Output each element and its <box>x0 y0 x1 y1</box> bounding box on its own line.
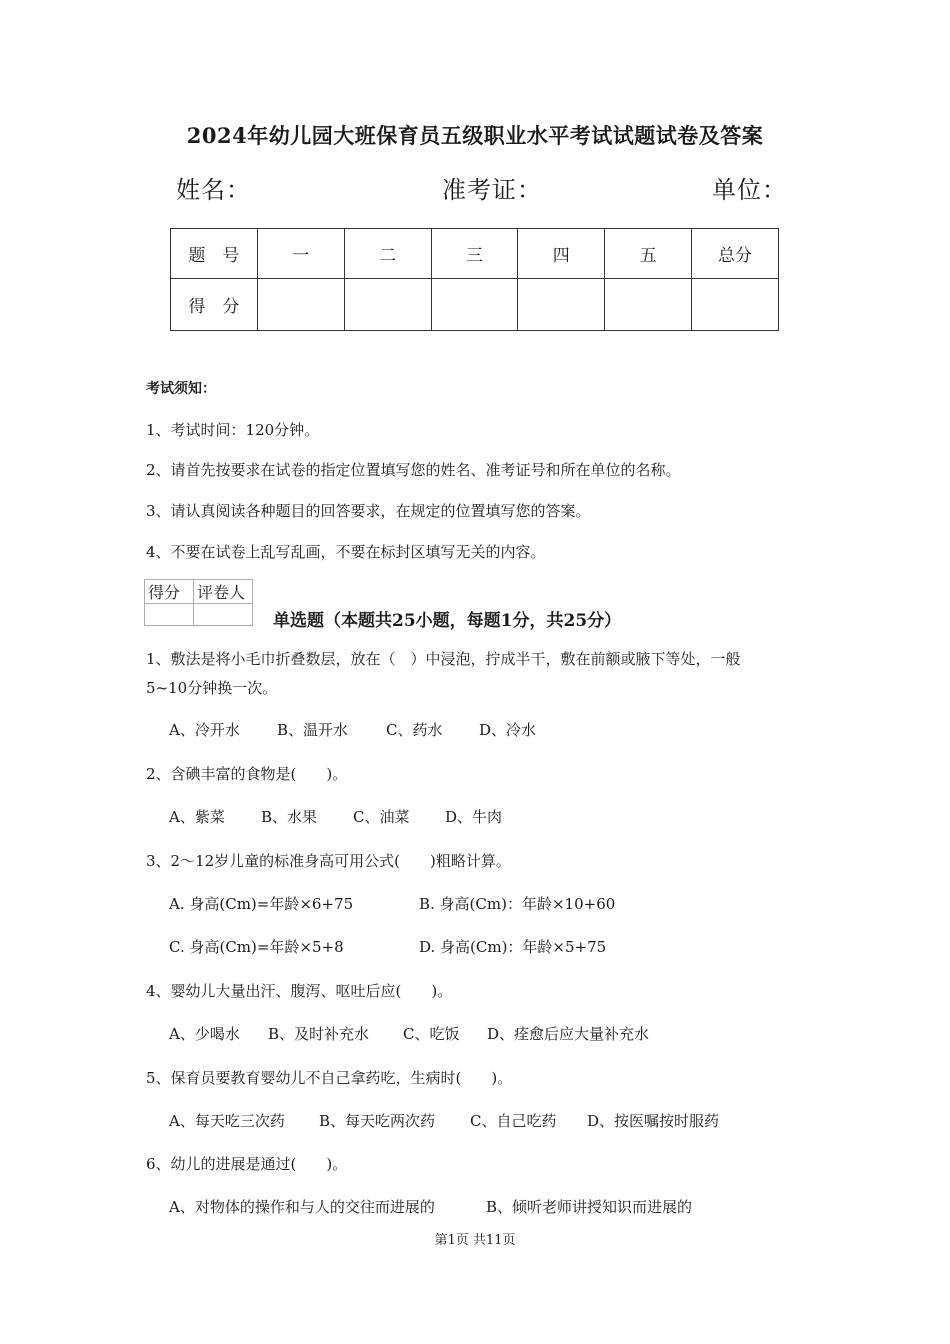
question-3-option: B. 身高(Cm)：年龄×10+60 <box>419 895 616 913</box>
notice-heading: 考试须知： <box>146 381 216 397</box>
grader-score-label: 得分 <box>145 580 194 604</box>
score-table-header-cell: 五 <box>605 229 692 279</box>
page-footer: 第1页 共11页 <box>434 1233 516 1248</box>
question-3-option: D. 身高(Cm)：年龄×5+75 <box>419 938 607 956</box>
score-table-header-cell: 四 <box>518 229 605 279</box>
score-table-header-cell: 总分 <box>692 229 779 279</box>
question-3-option: C. 身高(Cm)=年龄×5+8 <box>169 938 344 956</box>
score-cell <box>692 279 779 331</box>
score-table <box>170 228 779 331</box>
score-table-header-cell: 三 <box>431 229 518 279</box>
question-5-option: D、按医嘱按时服药 <box>587 1112 720 1130</box>
question-5-option: A、每天吃三次药 <box>169 1112 285 1130</box>
question-1-option: C、药水 <box>386 721 443 739</box>
grader-score-cell <box>145 604 194 626</box>
question-4-option: D、痊愈后应大量补充水 <box>487 1025 650 1043</box>
name-field-label: 姓名： <box>176 176 251 204</box>
question-2-option: C、油菜 <box>353 808 410 826</box>
exam-id-field-label: 准考证： <box>442 176 542 204</box>
grader-reviewer-label: 评卷人 <box>194 580 253 604</box>
question-1-option: B、温开水 <box>277 721 349 739</box>
question-1-option: D、冷水 <box>479 721 537 739</box>
score-cell <box>257 279 344 331</box>
score-cell <box>605 279 692 331</box>
score-cell <box>344 279 431 331</box>
question-6-text: 6、幼儿的进展是通过( )。 <box>146 1155 348 1173</box>
question-4-text: 4、婴幼儿大量出汗、腹泻、呕吐后应( )。 <box>146 982 453 1000</box>
score-row-label: 得 分 <box>171 279 258 331</box>
question-4-option: C、吃饭 <box>403 1025 460 1043</box>
question-2-text: 2、含碘丰富的食物是( )。 <box>146 765 348 783</box>
question-2-option: D、牛肉 <box>445 808 503 826</box>
question-5-option: C、自己吃药 <box>470 1112 557 1130</box>
score-cell <box>518 279 605 331</box>
score-table-header-cell: 一 <box>257 229 344 279</box>
section-title: 单选题（本题共25小题，每题1分，共25分） <box>273 611 622 631</box>
unit-field-label: 单位： <box>712 176 787 204</box>
question-1-text-cont: 5~10分钟换一次。 <box>146 679 278 697</box>
question-5-text: 5、保育员要教育婴幼儿不自己拿药吃，生病时( )。 <box>146 1069 513 1087</box>
notice-item: 4、不要在试卷上乱写乱画，不要在标封区填写无关的内容。 <box>146 543 546 561</box>
score-table-header-cell: 二 <box>344 229 431 279</box>
score-cell <box>431 279 518 331</box>
document-title: 2024年幼儿园大班保育员五级职业水平考试试题试卷及答案 <box>186 123 764 148</box>
question-1-text: 1、敷法是将小毛巾折叠数层，放在（ ）中浸泡，拧成半干，敷在前额或腋下等处，一般 <box>146 650 741 668</box>
question-4-option: A、少喝水 <box>169 1025 240 1043</box>
question-6-option: B、倾听老师讲授知识而进展的 <box>486 1198 693 1216</box>
question-1-option: A、冷开水 <box>169 721 240 739</box>
score-table-header-cell: 题 号 <box>171 229 258 279</box>
score-table-header-row <box>171 229 779 279</box>
notice-item: 3、请认真阅读各种题目的回答要求，在规定的位置填写您的答案。 <box>146 502 591 520</box>
question-2-option: A、紫菜 <box>169 808 225 826</box>
notice-item: 1、考试时间：120分钟。 <box>146 421 320 439</box>
question-5-option: B、每天吃两次药 <box>319 1112 436 1130</box>
question-3-text: 3、2～12岁儿童的标准身高可用公式( )粗略计算。 <box>146 852 511 870</box>
question-3-option: A. 身高(Cm)=年龄×6+75 <box>169 895 354 913</box>
score-table-score-row <box>171 279 779 331</box>
question-4-option: B、及时补充水 <box>268 1025 370 1043</box>
grader-reviewer-cell <box>194 604 253 626</box>
notice-item: 2、请首先按要求在试卷的指定位置填写您的姓名、准考证号和所在单位的名称。 <box>146 461 681 479</box>
grader-box <box>144 579 253 626</box>
question-2-option: B、水果 <box>261 808 318 826</box>
question-6-option: A、对物体的操作和与人的交往而进展的 <box>169 1198 435 1216</box>
